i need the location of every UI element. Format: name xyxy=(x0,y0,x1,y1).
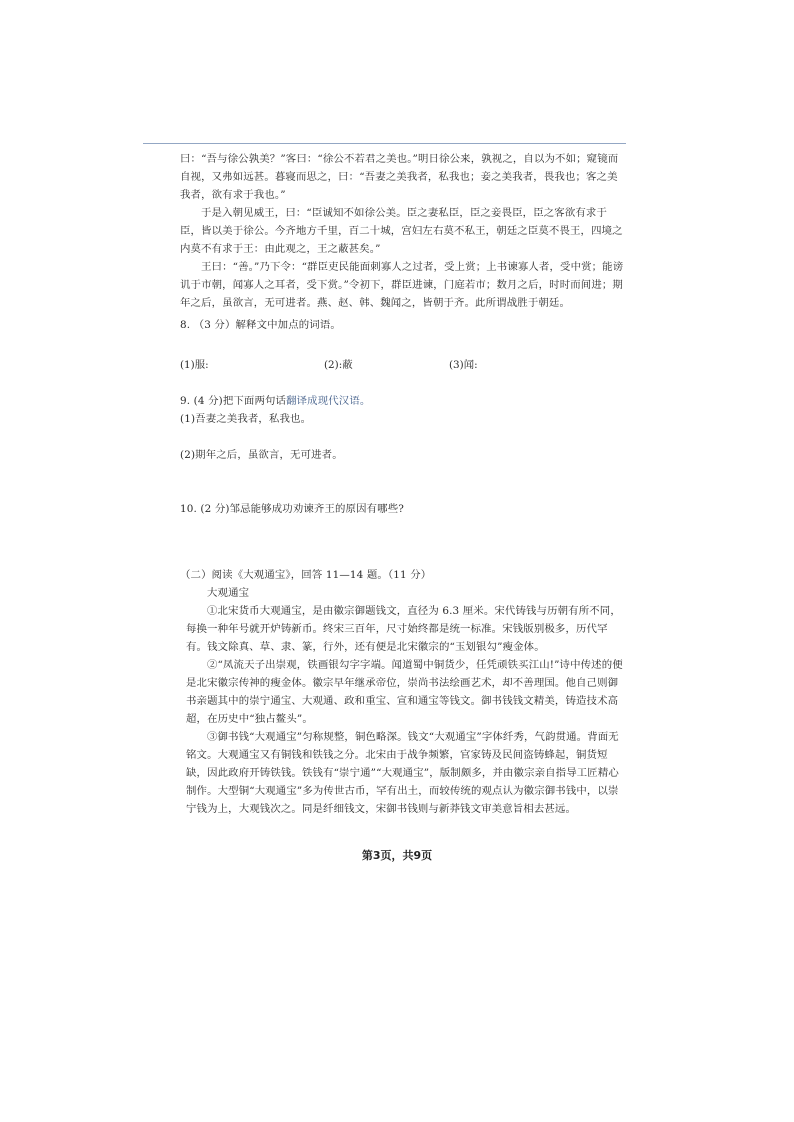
section-2-para-1: ①北宋货币大观通宝，是由徽宗御题钱文，直径为 6.3 厘米。宋代铸钱与历朝有所不同，每换一种年号就开炉铸新币。终宋三百年，尺寸始终都是统一标准。宋钱版别极多，历代罕有。钱文除真、草、隶、篆，行外，还有便是北宋徽宗的“玉划银勾”瘦金体。 xyxy=(186,605,621,653)
question-9-stem-a: 9. (4 分)把下面两句话 xyxy=(180,395,287,407)
question-8-item-3: (3)闻: xyxy=(449,359,478,371)
section-2-para-2: ②“凤流天子出崇观，铁画银勾字字端。闻道蜀中铜货少，任凭顽铁买江山!”诗中传述的便是北宋徽宗传神的瘦金体。徽宗早年继承帝位，崇尚书法绘画艺术，却不善理国。他自己则御书亲题其中的崇宁通宝、大观通、政和重宝、宣和通宝等钱文。御书钱钱文精美，铸造技术高超，在历史中“独占鳌头”。 xyxy=(186,659,623,725)
question-8-stem: 8. （3 分）解释文中加点的词语。 xyxy=(180,319,341,331)
section-2-heading: （二）阅读《大观通宝》，回答 11—14 题。（11 分） xyxy=(180,569,432,581)
section-2-subtitle: 大观通宝 xyxy=(207,587,250,599)
question-8 xyxy=(180,316,625,334)
question-9 xyxy=(180,392,625,464)
passage-para-3: 王曰：“善。”乃下令：“群臣吏民能面刺寡人之过者，受上赏；上书谏寡人者，受中赏；能谤讥于市朝，闻寡人之耳者，受下赏。”令初下，群臣进谏，门庭若市；数月之后，时时而间进；期年之后，虽欲言，无可进者。燕、赵、韩、魏闻之，皆朝于齐。此所谓战胜于朝廷。 xyxy=(180,261,624,309)
question-9-stem-b: 翻译成现代汉语。 xyxy=(286,395,371,407)
passage-para-2: 于是入朝见威王，曰：“臣诚知不如徐公美。臣之妻私臣，臣之妾畏臣，臣之客欲有求于臣，皆以美于徐公。今齐地方千里，百二十城，宫妇左右莫不私王，朝廷之臣莫不畏王，四境之内莫不有求于王：由此观之，王之蔽甚矣。” xyxy=(180,207,623,255)
page-number: 第3页，共9页 xyxy=(361,849,433,862)
question-8-item-2: (2):蔽 xyxy=(324,359,353,371)
header-rule xyxy=(143,143,626,144)
question-9-stem xyxy=(180,392,625,410)
question-9-sentence-2: (2)期年之后，虽欲言，无可进者。 xyxy=(180,449,343,461)
question-9-sentence-1: (1)吾妻之美我者，私我也。 xyxy=(180,413,312,425)
question-10-stem: 10. (2 分)邹忌能够成功劝谏齐王的原因有哪些? xyxy=(180,503,404,515)
question-10 xyxy=(180,500,625,518)
question-8-item-1: (1)服: xyxy=(180,359,209,371)
section-2 xyxy=(180,566,626,818)
passage-para-1: 曰：“吾与徐公孰美？”客曰：“徐公不若君之美也。”明日徐公来，孰视之，自以为不如；窥镜而自视，又弗如远甚。暮寝而思之，曰：“吾妻之美我者，私我也；妾之美我者，畏我也；客之美我者，欲有求于我也。” xyxy=(180,153,619,201)
passage-classical xyxy=(180,150,625,312)
section-2-para-3: ③御书钱“大观通宝”匀称规整，铜色略深。钱文“大观通宝”字体纤秀，气韵贯通。背面无铭文。大观通宝又有铜钱和铁钱之分。北宋由于战争频繁，官家铸及民间盗铸蜂起，铜货短缺，因此政府开铸铁钱。铁钱有“崇宁通”“大观通宝”，版制颇多，并由徽宗亲自指导工匠精心制作。大型铜“大观通宝”多为传世古币，罕有出土，而较传统的观点认为徽宗御书钱中，以崇宁钱为上，大观钱次之。同是纤细钱文，宋御书钱则与新莽钱文审美意旨相去甚远。 xyxy=(186,731,619,815)
